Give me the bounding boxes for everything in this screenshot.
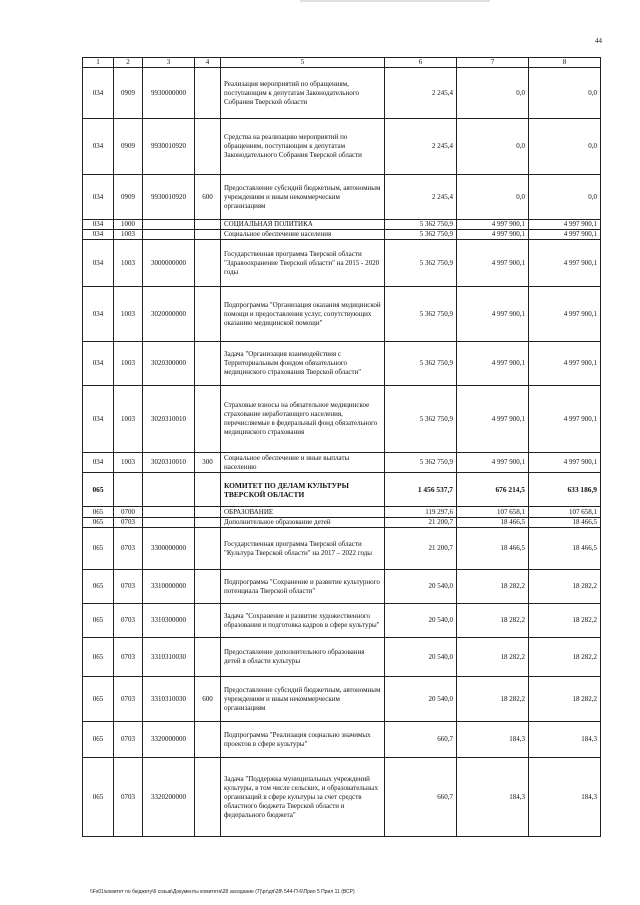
- cell-expense-type: [195, 68, 221, 119]
- cell-section: 0703: [114, 758, 143, 837]
- cell-section: 0703: [114, 722, 143, 758]
- cell-amount-col7: 107 658,1: [457, 507, 529, 518]
- document-file-path: \\Fs01\комитет по бюджету\6 созыв\Документы комитета\28 заседание (7)\рг\дп\28\ 544-П-6\Прил 5 Прил 11 (ВСР): [90, 889, 355, 895]
- cell-section: 0909: [114, 175, 143, 220]
- cell-grbs: 034: [83, 175, 114, 220]
- scan-artifact: [300, 0, 490, 2]
- cell-description: Подпрограмма "Реализация социально значимых проектов в сфере культуры": [221, 722, 385, 758]
- cell-amount-col8: 4 997 900,1: [529, 230, 601, 240]
- table-row: [83, 453, 601, 473]
- table-row: [83, 287, 601, 342]
- cell-amount-col8: 18 282,2: [529, 638, 601, 677]
- cell-amount-col6: 2 245,4: [385, 119, 457, 175]
- cell-description: Предоставление субсидий бюджетным, автономным учреждениям и иным некоммерческим организациям: [221, 677, 385, 722]
- cell-target-article: [143, 230, 195, 240]
- cell-amount-col7: 4 997 900,1: [457, 240, 529, 287]
- cell-description: Средства на реализацию мероприятий по обращениям, поступающим к депутатам Законодательного Собрания Тверской области: [221, 119, 385, 175]
- cell-amount-col8: 184,3: [529, 722, 601, 758]
- cell-amount-col6: 2 245,4: [385, 175, 457, 220]
- cell-description: Предоставление дополнительного образования детей в области культуры: [221, 638, 385, 677]
- cell-section: 1003: [114, 287, 143, 342]
- cell-section: 1003: [114, 386, 143, 453]
- cell-amount-col8: 0,0: [529, 119, 601, 175]
- cell-expense-type: [195, 230, 221, 240]
- cell-amount-col7: 0,0: [457, 68, 529, 119]
- cell-amount-col6: 21 200,7: [385, 528, 457, 570]
- cell-section: 0703: [114, 677, 143, 722]
- table-row: [83, 230, 601, 240]
- cell-expense-type: 600: [195, 677, 221, 722]
- column-header: 2: [114, 58, 143, 68]
- cell-amount-col6: 2 245,4: [385, 68, 457, 119]
- cell-amount-col6: 5 362 750,9: [385, 453, 457, 473]
- cell-amount-col6: 5 362 750,9: [385, 240, 457, 287]
- cell-amount-col6: 5 362 750,9: [385, 342, 457, 386]
- table-row: [83, 677, 601, 722]
- cell-amount-col6: 20 540,0: [385, 570, 457, 604]
- cell-description: Социальное обеспечение и иные выплаты населению: [221, 453, 385, 473]
- cell-description: Страховые взносы на обязательное медицинское страхование неработающего населения, перечисляемые в федеральный фонд обязательного медицинского страхования: [221, 386, 385, 453]
- cell-amount-col7: 18 466,5: [457, 518, 529, 528]
- cell-expense-type: [195, 638, 221, 677]
- cell-grbs: 065: [83, 638, 114, 677]
- column-number-row: [83, 58, 601, 68]
- page-number: 44: [595, 37, 602, 45]
- cell-target-article: 3020000000: [143, 287, 195, 342]
- cell-expense-type: [195, 518, 221, 528]
- cell-amount-col6: 660,7: [385, 722, 457, 758]
- cell-amount-col7: 184,3: [457, 722, 529, 758]
- cell-target-article: 3020310010: [143, 453, 195, 473]
- cell-amount-col6: 660,7: [385, 758, 457, 837]
- table-row: [83, 240, 601, 287]
- cell-section: 0700: [114, 507, 143, 518]
- table-row: [83, 220, 601, 230]
- cell-description: Задача "Сохранение и развитие художественного образования и подготовка кадров в сфере культуры": [221, 604, 385, 638]
- column-header: 6: [385, 58, 457, 68]
- column-header: 3: [143, 58, 195, 68]
- cell-grbs: 065: [83, 528, 114, 570]
- table-row: [83, 342, 601, 386]
- cell-expense-type: [195, 240, 221, 287]
- table-row: [83, 570, 601, 604]
- cell-grbs: 065: [83, 507, 114, 518]
- table-row: [83, 473, 601, 507]
- cell-amount-col6: 119 297,6: [385, 507, 457, 518]
- cell-target-article: 3020300000: [143, 342, 195, 386]
- cell-section: 1000: [114, 220, 143, 230]
- cell-target-article: 3310310030: [143, 677, 195, 722]
- column-header: 1: [83, 58, 114, 68]
- cell-amount-col7: 4 997 900,1: [457, 453, 529, 473]
- table-row: [83, 68, 601, 119]
- column-header: 7: [457, 58, 529, 68]
- cell-expense-type: [195, 722, 221, 758]
- cell-amount-col7: 0,0: [457, 119, 529, 175]
- cell-expense-type: [195, 342, 221, 386]
- cell-grbs: 065: [83, 570, 114, 604]
- cell-grbs: 034: [83, 68, 114, 119]
- cell-amount-col7: 18 466,5: [457, 528, 529, 570]
- cell-section: [114, 473, 143, 507]
- cell-amount-col6: 1 456 537,7: [385, 473, 457, 507]
- cell-amount-col8: 18 282,2: [529, 570, 601, 604]
- cell-amount-col8: 0,0: [529, 68, 601, 119]
- cell-amount-col8: 0,0: [529, 175, 601, 220]
- cell-expense-type: 300: [195, 453, 221, 473]
- cell-expense-type: [195, 604, 221, 638]
- cell-amount-col8: 4 997 900,1: [529, 240, 601, 287]
- cell-amount-col8: 18 466,5: [529, 528, 601, 570]
- cell-target-article: [143, 507, 195, 518]
- table-row: [83, 758, 601, 837]
- cell-target-article: 3020310010: [143, 386, 195, 453]
- table-row: [83, 507, 601, 518]
- cell-amount-col7: 184,3: [457, 758, 529, 837]
- cell-amount-col8: 4 997 900,1: [529, 453, 601, 473]
- cell-expense-type: [195, 220, 221, 230]
- cell-amount-col7: 18 282,2: [457, 570, 529, 604]
- cell-target-article: [143, 473, 195, 507]
- cell-section: 0909: [114, 68, 143, 119]
- column-header: 8: [529, 58, 601, 68]
- cell-section: 1003: [114, 240, 143, 287]
- cell-section: 0909: [114, 119, 143, 175]
- cell-amount-col7: 0,0: [457, 175, 529, 220]
- cell-expense-type: [195, 507, 221, 518]
- cell-target-article: 3300000000: [143, 528, 195, 570]
- cell-grbs: 034: [83, 342, 114, 386]
- cell-section: 0703: [114, 570, 143, 604]
- cell-target-article: 9930010920: [143, 119, 195, 175]
- cell-grbs: 065: [83, 518, 114, 528]
- cell-grbs: 034: [83, 119, 114, 175]
- cell-expense-type: 600: [195, 175, 221, 220]
- cell-expense-type: [195, 386, 221, 453]
- table-row: [83, 722, 601, 758]
- cell-amount-col6: 20 540,0: [385, 638, 457, 677]
- cell-amount-col8: 633 186,9: [529, 473, 601, 507]
- cell-amount-col7: 4 997 900,1: [457, 342, 529, 386]
- cell-amount-col8: 18 466,5: [529, 518, 601, 528]
- cell-description: КОМИТЕТ ПО ДЕЛАМ КУЛЬТУРЫ ТВЕРСКОЙ ОБЛАСТИ: [221, 473, 385, 507]
- cell-description: Предоставление субсидий бюджетным, автономным учреждениям и иным некоммерческим организациям: [221, 175, 385, 220]
- column-header: 5: [221, 58, 385, 68]
- cell-description: Задача "Организация взаимодействия с Территориальным фондом обязательного медицинского страхования Тверской области": [221, 342, 385, 386]
- table-row: [83, 638, 601, 677]
- cell-grbs: 034: [83, 386, 114, 453]
- table-row: [83, 604, 601, 638]
- cell-grbs: 034: [83, 230, 114, 240]
- cell-amount-col8: 18 282,2: [529, 677, 601, 722]
- cell-target-article: 3320200000: [143, 758, 195, 837]
- cell-amount-col8: 184,3: [529, 758, 601, 837]
- cell-amount-col7: 18 282,2: [457, 604, 529, 638]
- cell-amount-col8: 4 997 900,1: [529, 386, 601, 453]
- cell-description: Дополнительное образование детей: [221, 518, 385, 528]
- cell-description: Реализация мероприятий по обращениям, поступающим к депутатам Законодательного Собрания Тверской области: [221, 68, 385, 119]
- budget-table: [82, 57, 601, 837]
- cell-amount-col6: 5 362 750,9: [385, 287, 457, 342]
- cell-section: 1003: [114, 230, 143, 240]
- cell-description: СОЦИАЛЬНАЯ ПОЛИТИКА: [221, 220, 385, 230]
- cell-description: Социальное обеспечение населения: [221, 230, 385, 240]
- table-row: [83, 518, 601, 528]
- cell-amount-col6: 5 362 750,9: [385, 220, 457, 230]
- cell-grbs: 034: [83, 240, 114, 287]
- cell-expense-type: [195, 287, 221, 342]
- cell-amount-col6: 20 540,0: [385, 677, 457, 722]
- cell-expense-type: [195, 758, 221, 837]
- cell-target-article: 3310000000: [143, 570, 195, 604]
- cell-target-article: 3310300000: [143, 604, 195, 638]
- cell-amount-col8: 4 997 900,1: [529, 287, 601, 342]
- table-row: [83, 175, 601, 220]
- cell-expense-type: [195, 570, 221, 604]
- table-row: [83, 528, 601, 570]
- cell-amount-col7: 4 997 900,1: [457, 386, 529, 453]
- cell-description: Государственная программа Тверской области "Культура Тверской области" на 2017 – 2022 годы: [221, 528, 385, 570]
- cell-amount-col7: 4 997 900,1: [457, 220, 529, 230]
- cell-amount-col8: 4 997 900,1: [529, 220, 601, 230]
- cell-description: Подпрограмма "Организация оказания медицинской помощи и предоставления услуг, сопутствующих оказанию медицинской помощи": [221, 287, 385, 342]
- cell-amount-col6: 21 200,7: [385, 518, 457, 528]
- cell-grbs: 065: [83, 677, 114, 722]
- cell-expense-type: [195, 473, 221, 507]
- cell-grbs: 065: [83, 604, 114, 638]
- cell-target-article: 9930010920: [143, 175, 195, 220]
- table-row: [83, 386, 601, 453]
- cell-amount-col6: 5 362 750,9: [385, 230, 457, 240]
- cell-section: 0703: [114, 604, 143, 638]
- column-header: 4: [195, 58, 221, 68]
- cell-amount-col7: 18 282,2: [457, 638, 529, 677]
- cell-target-article: 3310310030: [143, 638, 195, 677]
- cell-grbs: 065: [83, 722, 114, 758]
- cell-section: 1003: [114, 453, 143, 473]
- cell-section: 1003: [114, 342, 143, 386]
- cell-amount-col7: 18 282,2: [457, 677, 529, 722]
- cell-description: Государственная программа Тверской области "Здравоохранение Тверской области" на 2015 - 2020 годы: [221, 240, 385, 287]
- cell-grbs: 034: [83, 220, 114, 230]
- cell-description: ОБРАЗОВАНИЕ: [221, 507, 385, 518]
- cell-amount-col8: 107 658,1: [529, 507, 601, 518]
- cell-target-article: [143, 220, 195, 230]
- cell-amount-col8: 4 997 900,1: [529, 342, 601, 386]
- cell-section: 0703: [114, 528, 143, 570]
- table-row: [83, 119, 601, 175]
- cell-target-article: 9930000000: [143, 68, 195, 119]
- cell-target-article: 3320000000: [143, 722, 195, 758]
- cell-description: Подпрограмма "Сохранение и развитие культурного потенциала Тверской области": [221, 570, 385, 604]
- cell-amount-col6: 20 540,0: [385, 604, 457, 638]
- cell-amount-col7: 4 997 900,1: [457, 230, 529, 240]
- cell-expense-type: [195, 119, 221, 175]
- cell-amount-col7: 4 997 900,1: [457, 287, 529, 342]
- cell-target-article: 3000000000: [143, 240, 195, 287]
- cell-grbs: 034: [83, 453, 114, 473]
- cell-grbs: 065: [83, 758, 114, 837]
- cell-section: 0703: [114, 638, 143, 677]
- cell-amount-col7: 676 214,5: [457, 473, 529, 507]
- cell-amount-col6: 5 362 750,9: [385, 386, 457, 453]
- cell-amount-col8: 18 282,2: [529, 604, 601, 638]
- cell-grbs: 065: [83, 473, 114, 507]
- cell-section: 0703: [114, 518, 143, 528]
- cell-expense-type: [195, 528, 221, 570]
- cell-target-article: [143, 518, 195, 528]
- cell-grbs: 034: [83, 287, 114, 342]
- cell-description: Задача "Поддержка муниципальных учреждений культуры, в том числе сельских, и образовательных организаций в сфере культуры за счет средств областного бюджета Тверской области и федерального бюджета": [221, 758, 385, 837]
